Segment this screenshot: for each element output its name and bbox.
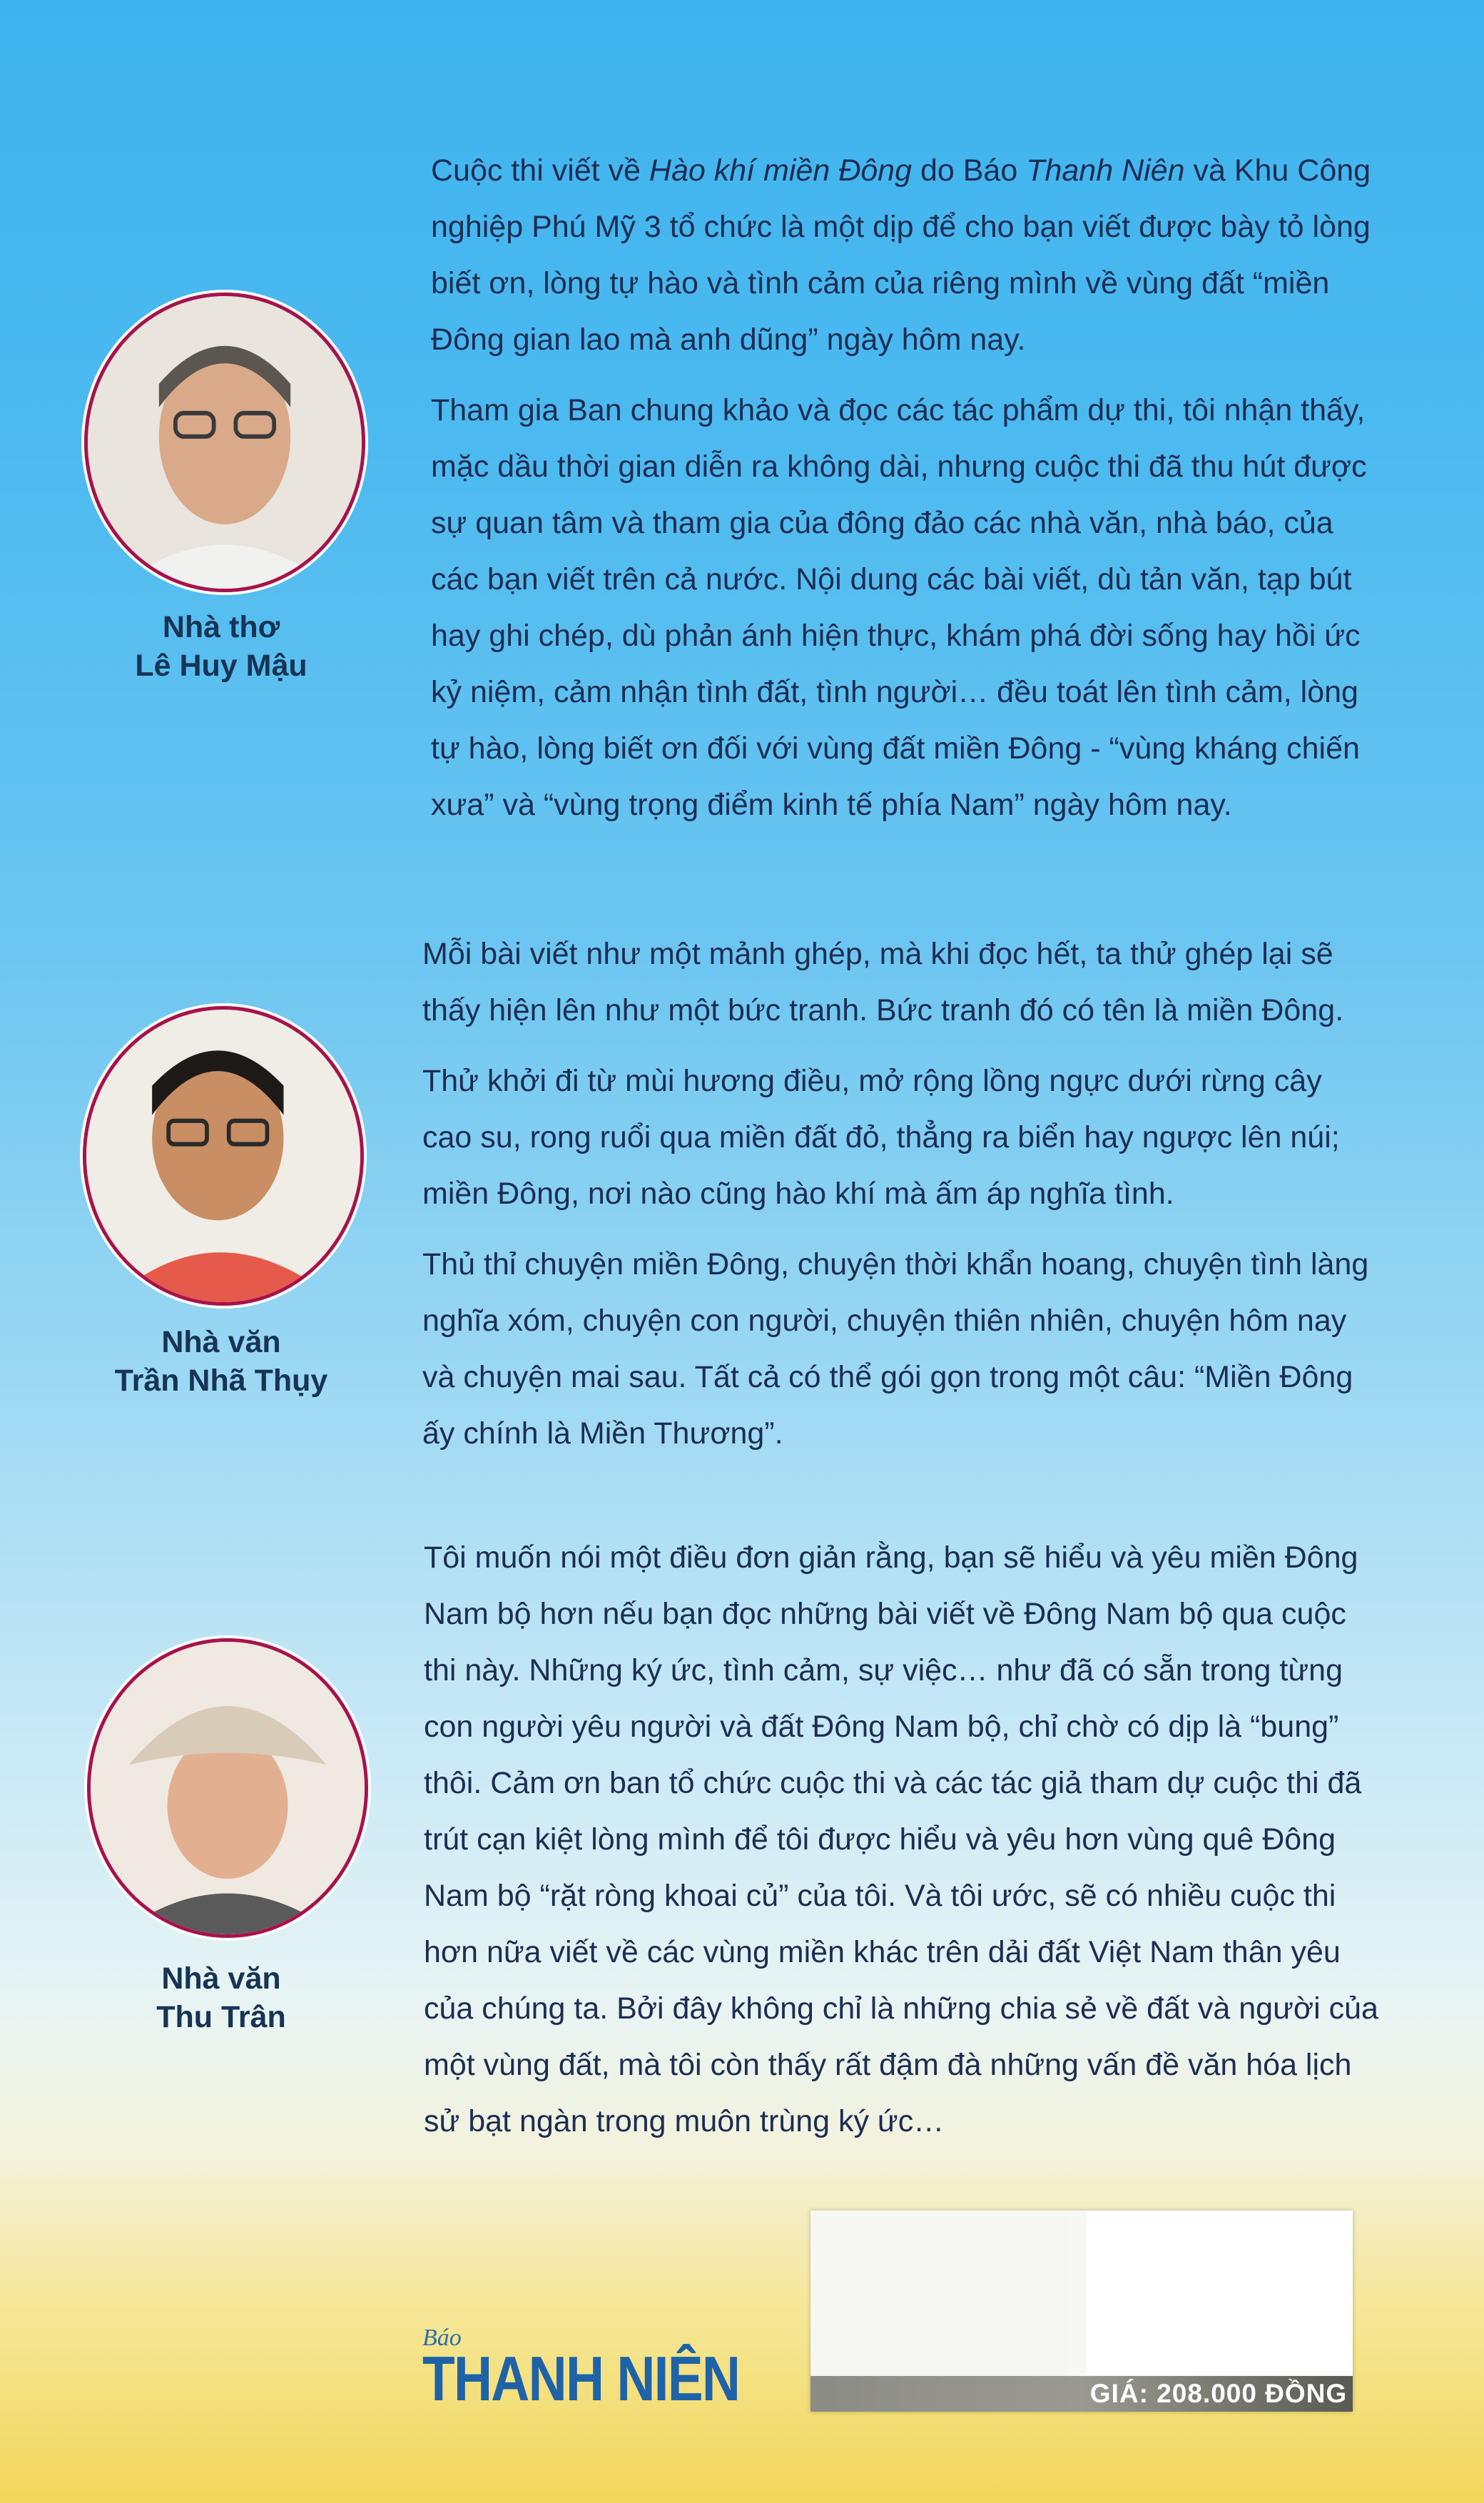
barcode-left-panel xyxy=(810,2210,1067,2403)
thanh-nien-logo xyxy=(422,2325,796,2414)
author-title-2: Nhà văn xyxy=(161,1325,281,1359)
logo-bao: Báo xyxy=(422,2325,462,2351)
quote-2-paragraph-1: Mỗi bài viết như một mảnh ghép, mà khi đọc hết, ta thử ghép lại sẽ thấy hiện lên như một bức tranh. Bức tranh đó có tên là miền Đông. xyxy=(422,937,1344,1027)
price-label: GIÁ: 208.000 ĐỒNG xyxy=(1089,2379,1348,2408)
quote-3 xyxy=(424,1530,1380,2164)
portrait-photo-2 xyxy=(86,1010,360,1302)
portrait-tran-nha-thuy xyxy=(83,1006,364,1306)
text-run: Cuộc thi viết về xyxy=(431,153,649,188)
quote-2-paragraph-2: Thử khởi đi từ mùi hương điều, mở rộng lồng ngực dưới rừng cây cao su, rong ruổi qua miền đất đỏ, thẳng ra biển hay ngược lên núi; miền Đông, nơi nào cũng hào khí mà ấm áp nghĩa tình. xyxy=(422,1064,1340,1211)
quote-2-paragraph-3: Thủ thỉ chuyện miền Đông, chuyện thời khẩn hoang, chuyện tình làng nghĩa xóm, chuyện con người, chuyện thiên nhiên, chuyện hôm nay và chuyện mai sau. Tất cả có thể gói gọn trong một câu: “Miền Đông ấy chính là Miền Thương”. xyxy=(422,1247,1369,1451)
quote-1 xyxy=(431,143,1380,848)
portrait-photo-1 xyxy=(88,296,362,589)
author-name-2: Trần Nhã Thụy xyxy=(114,1364,328,1398)
quote-2 xyxy=(422,926,1378,1476)
quote-1-paragraph-2: Tham gia Ban chung khảo và đọc các tác phẩm dự thi, tôi nhận thấy, mặc dầu thời gian diễn ra không dài, nhưng cuộc thi đã thu hút được sự quan tâm và tham gia của đông đảo các nhà văn, nhà báo, của các bạn viết trên cả nước. Nội dung các bài viết, dù tản văn, tạp bút hay ghi chép, dù phản ánh hiện thực, khám phá đời sống hay hồi ức kỷ niệm, cảm nhận tình đất, tình người… đều toát lên tình cảm, lòng tự hào, lòng biết ơn đối với vùng đất miền Đông - “vùng kháng chiến xưa” và “vùng trọng điểm kinh tế phía Nam” ngày hôm nay. xyxy=(431,393,1367,822)
contest-name: Hào khí miền Đông xyxy=(649,153,913,188)
author-title-3: Nhà văn xyxy=(161,1961,281,1996)
portrait-le-huy-mau xyxy=(84,293,365,592)
author-name-3: Thu Trân xyxy=(156,2000,286,2034)
author-caption-3 xyxy=(71,1959,371,2036)
logo-thanh-nien: THANH NIÊN xyxy=(422,2343,740,2414)
text-run: do Báo xyxy=(912,153,1027,188)
newspaper-name: Thanh Niên xyxy=(1026,153,1185,188)
author-title-1: Nhà thơ xyxy=(162,610,280,644)
quote-3-paragraph-1: Tôi muốn nói một điều đơn giản rằng, bạn sẽ hiểu và yêu miền Đông Nam bộ hơn nếu bạn đọc những bài viết về Đông Nam bộ qua cuộc thi này. Những ký ức, tình cảm, sự việc… như đã có sẵn trong từng con người yêu người và đất Đông Nam bộ, chỉ chờ có dịp là “bung” thôi. Cảm ơn ban tổ chức cuộc thi và các tác giả tham dự cuộc thi đã trút cạn kiệt lòng mình để tôi được hiểu và yêu hơn vùng quê Đông Nam bộ “rặt ròng khoai củ” của tôi. Và tôi ước, sẽ có nhiều cuộc thi hơn nữa viết về các vùng miền khác trên dải đất Việt Nam thân yêu của chúng ta. Bởi đây không chỉ là những chia sẻ về đất và người của một vùng đất, mà tôi còn thấy rất đậm đà những vấn đề văn hóa lịch sử bạt ngàn trong muôn trùng ký ức… xyxy=(424,1540,1378,2138)
portrait-thu-tran xyxy=(87,1638,368,1938)
text-run: và Khu Công nghiệp Phú Mỹ 3 tổ chức là một dịp để cho bạn viết được bày tỏ lòng biết ơn, lòng tự hào và tình cảm của riêng mình về vùng đất “miền Đông gian lao mà anh dũng” ngày hôm nay. xyxy=(431,153,1371,357)
author-caption-1 xyxy=(71,608,371,685)
author-caption-2 xyxy=(71,1323,371,1400)
author-name-1: Lê Huy Mậu xyxy=(135,649,308,683)
quote-1-paragraph-1 xyxy=(431,143,1380,368)
barcode-right-panel xyxy=(1086,2210,1353,2375)
portrait-photo-3 xyxy=(91,1642,365,1934)
